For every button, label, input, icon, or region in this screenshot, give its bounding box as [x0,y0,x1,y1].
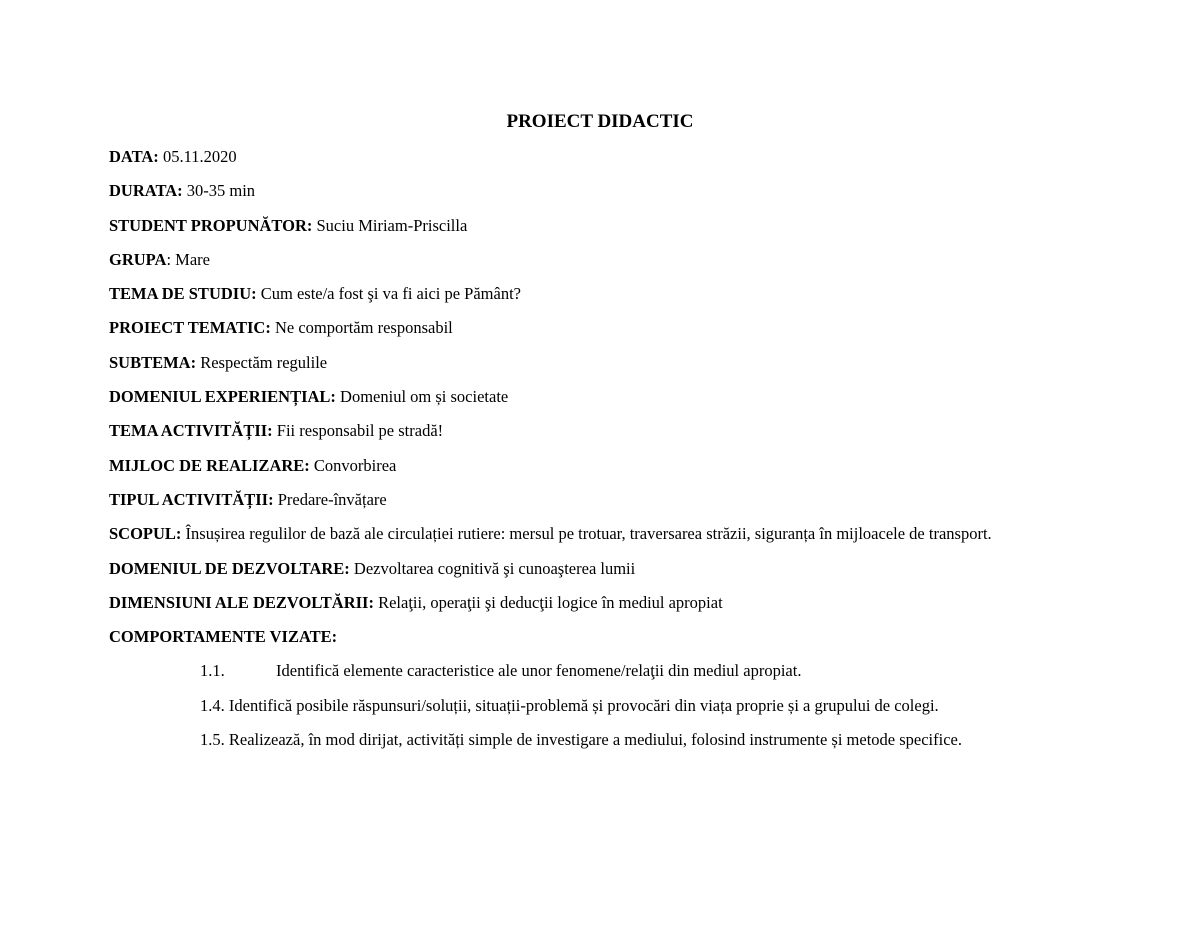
field-comportamente-vizate [109,626,1169,648]
competence-text: Realizează, în mod dirijat, activități simple de investigare a mediului, folosind instrumente și metode specifice. [224,730,962,749]
field-label: TEMA DE STUDIU: [109,284,257,304]
list-item [200,729,1160,751]
field-student [109,215,1169,237]
competences-list [200,660,1160,764]
field-label: PROIECT TEMATIC: [109,318,271,338]
document-title: PROIECT DIDACTIC [506,111,694,132]
field-label: GRUPA [109,249,167,269]
field-label: DIMENSIUNI ALE DEZVOLTĂRII: [109,592,374,612]
field-durata [109,180,1169,202]
field-tema-de-studiu [109,283,1169,305]
field-label: COMPORTAMENTE VIZATE: [109,627,338,647]
competence-number: 1.5. [200,730,225,749]
field-scopul [109,523,1169,545]
field-value: Ne comportăm responsabil [270,318,453,338]
field-value: 30-35 min [182,181,256,201]
field-proiect-tematic [109,317,1169,339]
field-domeniul-de-dezvoltare [109,558,1169,580]
field-value: Însușirea regulilor de bază ale circulației rutiere: mersul pe trotuar, traversarea străzii, siguranța în mijloacele de transport. [181,524,992,544]
field-value: Cum este/a fost şi va fi aici pe Pământ? [256,284,521,304]
field-value: Domeniul om și societate [335,387,509,407]
field-label: DOMENIUL EXPERIENȚIAL: [109,387,336,407]
list-item [200,660,1160,682]
field-value: Predare-învățare [273,489,387,509]
field-label: SUBTEMA: [109,352,197,372]
competence-number: 1.1. [200,661,225,680]
field-grupa [109,249,1169,271]
field-subtema [109,352,1169,374]
fields-list [109,146,1169,660]
competence-text: Identifică elemente caracteristice ale unor fenomene/relaţii din mediul apropiat. [276,661,802,680]
field-value: Dezvoltarea cognitivă şi cunoaşterea lumii [349,558,636,578]
field-domeniul-experiential [109,386,1169,408]
field-value: Respectăm regulile [196,352,328,372]
field-label: TIPUL ACTIVITĂȚII: [109,489,274,509]
field-value: Relaţii, operaţii şi deducţii logice în mediul apropiat [373,592,723,612]
field-value: : Mare [166,249,210,269]
field-label: TEMA ACTIVITĂȚII: [109,421,273,441]
field-label: STUDENT PROPUNĂTOR: [109,215,313,235]
field-data [109,146,1169,168]
competence-number: 1.4. [200,695,225,715]
field-label: MIJLOC DE REALIZARE: [109,455,310,475]
competence-text: Identifică posibile răspunsuri/soluții, situații-problemă și provocări din viața proprie și a grupului de colegi. [224,695,939,715]
field-tipul-activitatii [109,489,1169,511]
field-dimensiuni [109,592,1169,614]
list-item [200,695,1160,717]
field-value: Suciu Miriam-Priscilla [312,215,468,235]
field-value: Convorbirea [309,455,397,475]
field-mijloc-de-realizare [109,455,1169,477]
field-label: DATA: [109,147,159,166]
field-label: DURATA: [109,181,183,201]
field-value: 05.11.2020 [158,147,237,166]
field-label: DOMENIUL DE DEZVOLTARE: [109,558,350,578]
field-tema-activitatii [109,420,1169,442]
field-label: SCOPUL: [109,524,182,544]
field-value: Fii responsabil pe stradă! [272,421,444,441]
